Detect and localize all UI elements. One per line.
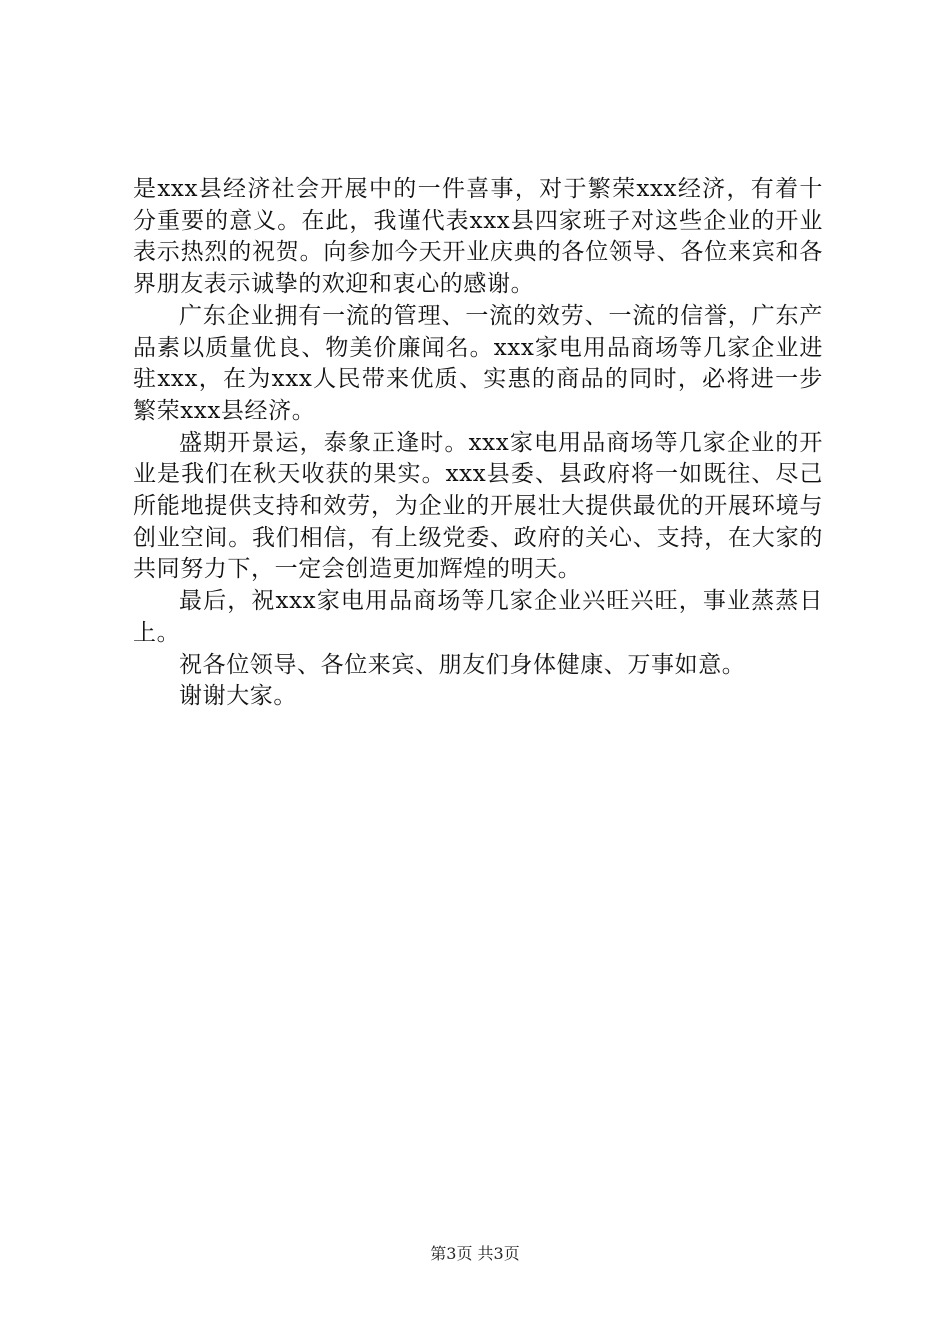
- page-footer: 第3页 共3页: [430, 1244, 520, 1263]
- paragraph: 最后，祝xxx家电用品商场等几家企业兴旺兴旺，事业蒸蒸日上。: [133, 588, 823, 646]
- paragraph: 盛期开景运，泰象正逢时。xxx家电用品商场等几家企业的开业是我们在秋天收获的果实。xxx县委、县政府将一如既往、尽己所能地提供支持和效劳，为企业的开展壮大提供最优的开展环境与创业空间。我们相信，有上级党委、政府的关心、支持，在大家的共同努力下，一定会创造更加辉煌的明天。: [133, 429, 823, 583]
- paragraph-continued: 是xxx县经济社会开展中的一件喜事，对于繁荣xxx经济，有着十分重要的意义。在此，我谨代表xxx县四家班子对这些企业的开业表示热烈的祝贺。向参加今天开业庆典的各位领导、各位来宾和各界朋友表示诚挚的欢迎和衷心的感谢。: [133, 176, 823, 298]
- document-body: [133, 174, 823, 713]
- paragraph: 祝各位领导、各位来宾、朋友们身体健康、万事如意。: [179, 651, 746, 678]
- paragraph: 广东企业拥有一流的管理、一流的效劳、一流的信誉，广东产品素以质量优良、物美价廉闻名。xxx家电用品商场等几家企业进驻xxx，在为xxx人民带来优质、实惠的商品的同时，必将进一步繁荣xxx县经济。: [133, 302, 823, 424]
- paragraph: 谢谢大家。: [179, 683, 297, 710]
